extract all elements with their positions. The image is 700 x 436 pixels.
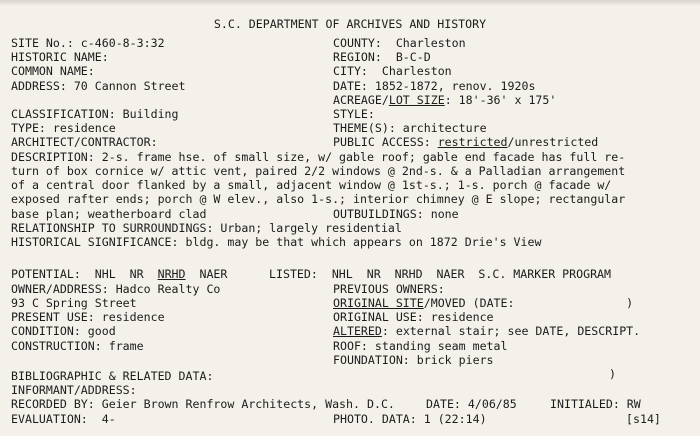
department-header: S.C. DEPARTMENT OF ARCHIVES AND HISTORY — [213, 17, 487, 31]
style: STYLE: — [333, 107, 375, 121]
type: TYPE: residence — [11, 121, 116, 135]
unrestricted-option: /unrestricted — [507, 135, 599, 149]
original-site — [333, 296, 633, 310]
potential — [11, 267, 227, 281]
altered-label: ALTERED — [333, 324, 382, 338]
classification: CLASSIFICATION: Building — [11, 107, 179, 121]
listed: LISTED: NHL NR NRHD NAER S.C. MARKER PROGRAM — [269, 267, 612, 281]
common-name: COMMON NAME: — [11, 64, 95, 78]
lot-size-value: : 18'-36' x 175' — [444, 93, 557, 107]
outbuildings: OUTBUILDINGS: none — [333, 207, 459, 221]
stray-mark: ) — [609, 367, 616, 381]
description-line: of a central door flanked by a small, adjacent window @ 1st-s.; 1-s. porch @ facade w/ — [11, 178, 612, 192]
condition: CONDITION: good — [11, 324, 116, 338]
present-use: PRESENT USE: residence — [11, 310, 165, 324]
bibliographic-data: BIBLIOGRAPHIC & RELATED DATA: — [11, 369, 214, 383]
photo-data: PHOTO. DATA: 1 (22:14) — [333, 412, 487, 426]
restricted-option: restricted — [437, 135, 508, 149]
description-line: base plan; weatherboard clad — [11, 207, 207, 221]
date: DATE: 1852-1872, renov. 1920s — [333, 79, 536, 93]
moved-label: /MOVED (DATE: ) — [423, 296, 634, 310]
acreage-label: ACREAGE/ — [333, 93, 389, 107]
original-use: ORIGINAL USE: residence — [333, 310, 494, 324]
nrhd-option: NRHD — [157, 267, 186, 281]
recorded-by: RECORDED BY: Geier Brown Renfrow Architects, Wash. D.C. — [11, 397, 395, 411]
original-site-label: ORIGINAL SITE — [333, 296, 424, 310]
description-line: turn of box cornice w/ attic vent, paired 2/2 windows @ 2nd-s. & a Palladian arrangement — [11, 164, 626, 178]
public-access-label: PUBLIC ACCESS: — [333, 135, 438, 149]
roof: ROOF: standing seam metal — [333, 339, 508, 353]
record-date: DATE: 4/06/85 — [426, 397, 517, 411]
public-access — [333, 135, 598, 149]
foundation: FOUNDATION: brick piers — [333, 353, 494, 367]
reference-code: [s14] — [626, 412, 661, 426]
description-line: exposed rafter ends; porch @ W elev., also 1-s.; interior chimney @ E slope; rectangular — [11, 192, 626, 206]
evaluation: EVALUATION: 4- — [11, 412, 116, 426]
acreage-lot-size — [333, 93, 556, 107]
site-number: SITE No.: c-460-8-3:32 — [11, 36, 165, 50]
architect: ARCHITECT/CONTRACTOR: — [11, 135, 158, 149]
address: ADDRESS: 70 Cannon Street — [11, 79, 186, 93]
informant-address: INFORMANT/ADDRESS: — [11, 383, 137, 397]
lot-size-label: LOT SIZE — [388, 93, 445, 107]
owner-street: 93 C Spring Street — [11, 296, 137, 310]
scan-shadow — [0, 0, 700, 6]
owner-address: OWNER/ADDRESS: Hadco Realty Co — [11, 282, 221, 296]
naer-option: NAER — [185, 267, 228, 281]
historical-significance: HISTORICAL SIGNIFICANCE: bldg. may be that which appears on 1872 Drie's View — [11, 235, 542, 249]
relationship: RELATIONSHIP TO SURROUNDINGS: Urban; largely residential — [11, 221, 402, 235]
themes: THEME(S): architecture — [333, 121, 487, 135]
previous-owners: PREVIOUS OWNERS: — [333, 282, 445, 296]
altered — [333, 324, 640, 338]
initialed: INITIALED: RW — [550, 397, 641, 411]
potential-label: POTENTIAL: NHL NR — [11, 267, 158, 281]
historic-name: HISTORIC NAME: — [11, 50, 109, 64]
city: CITY: Charleston — [333, 64, 452, 78]
county: COUNTY: Charleston — [333, 36, 466, 50]
region: REGION: B-C-D — [333, 50, 431, 64]
construction: CONSTRUCTION: frame — [11, 339, 144, 353]
description-line: DESCRIPTION: 2-s. frame hse. of small size, w/ gable roof; gable end facade has full re- — [11, 150, 626, 164]
altered-value: : external stair; see DATE, DESCRIPT. — [381, 324, 641, 338]
